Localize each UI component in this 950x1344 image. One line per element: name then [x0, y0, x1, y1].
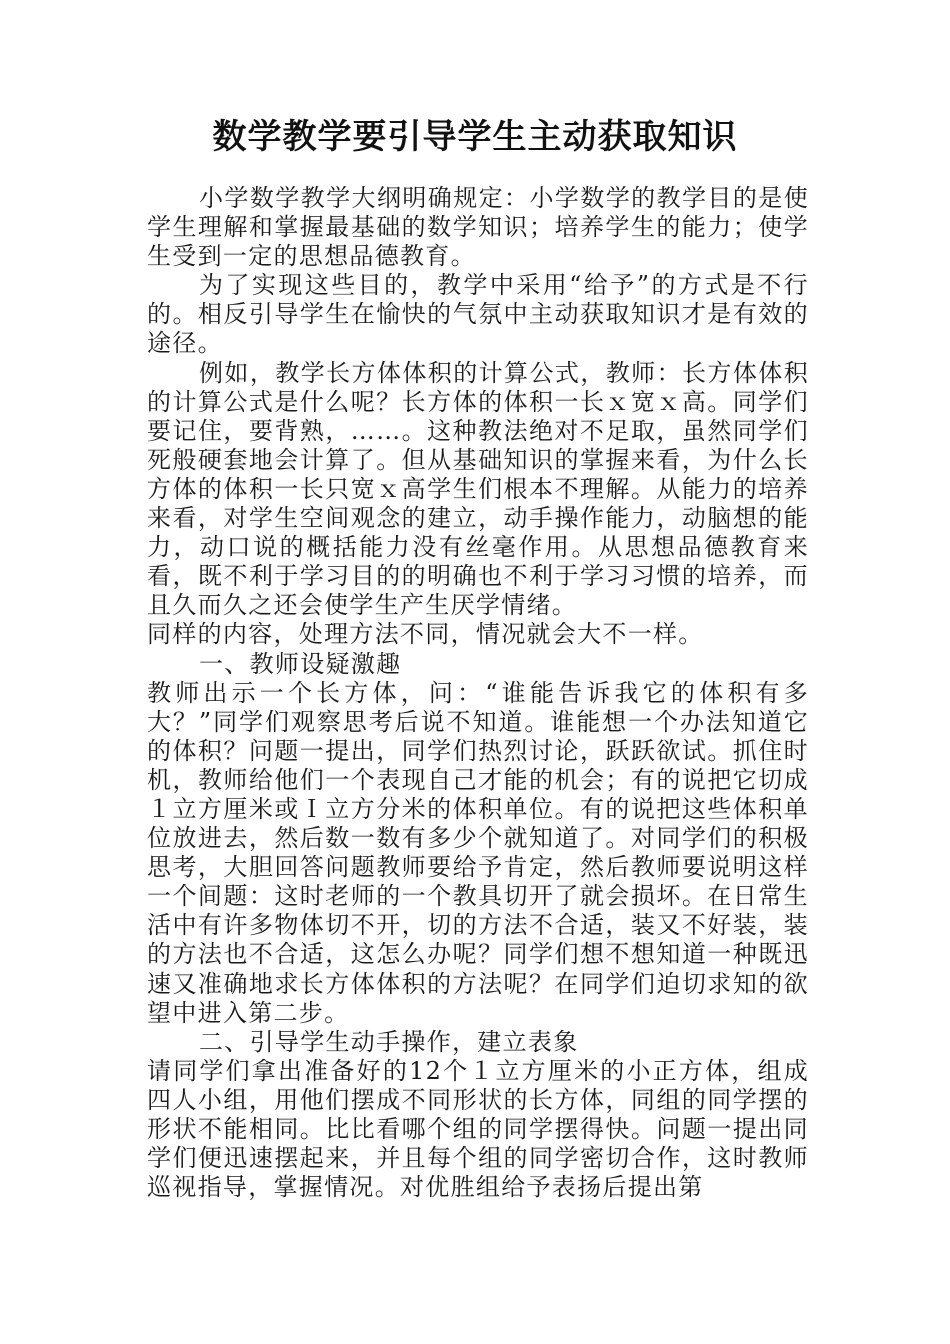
- paragraph-4: 同样的内容，处理方法不同，情况就会大不一样。: [147, 620, 704, 649]
- section-heading-2: 二、引导学生动手操作，建立表象: [199, 1027, 579, 1056]
- paragraph-1: 小学数学教学大纲明确规定：小学数学的教学目的是使学生理解和掌握最基础的数学知识；培养学生的能力；使学生受到一定的思想品德教育。: [147, 184, 809, 271]
- paragraph-2: 为了实现这些目的，教学中采用“给予”的方式是不行的。相反引导学生在愉快的气氛中主动获取知识才是有效的途径。: [147, 271, 809, 358]
- document-body: [147, 184, 809, 1202]
- paragraph-5: 教师出示一个长方体，问：“谁能告诉我它的体积有多大？”同学们观察思考后说不知道。谁能想一个办法知道它的体积？问题一提出，同学们热烈讨论，跃跃欲试。抓住时机，教师给他们一个表现自己才能的机会；有的说把它切成１立方厘米或Ｉ立方分米的体积单位。有的说把这些体积单位放进去，然后数一数有多少个就知道了。对同学们的积极思考，大胆回答问题教师要给予肯定，然后教师要说明这样一个间题：这时老师的一个教具切开了就会损坏。在日常生活中有许多物体切不开，切的方法不合适，装又不好装，装的方法也不合适，这怎么办呢？同学们想不想知道一种既迅速又准确地求长方体体积的方法呢？在同学们迫切求知的欲望中进入第二步。: [147, 678, 809, 1027]
- paragraph-3: 例如，教学长方体体积的计算公式，教师：长方体体积的计算公式是什么呢？长方体的体积一长ｘ宽ｘ高。同学们要记住，要背熟，……。这种教法绝对不足取，虽然同学们死般硬套地会计算了。但从基础知识的掌握来看，为什么长方体的体积一长只宽ｘ高学生们根本不理解。从能力的培养来看，对学生空间观念的建立，动手操作能力，动脑想的能力，动口说的概括能力没有丝毫作用。从思想品德教育来看，既不利于学习目的的明确也不利于学习习惯的培养，而且久而久之还会使学生产生厌学情绪。: [147, 358, 809, 620]
- document-title: 数学教学要引导学生主动获取知识: [212, 117, 738, 157]
- paragraph-6: 请同学们拿出准备好的12个１立方厘米的小正方体，组成四人小组，用他们摆成不同形状的长方体，同组的同学摆的形状不能相同。比比看哪个组的同学摆得快。问题一提出同学们便迅速摆起来，并且每个组的同学密切合作，这时教师巡视指导，掌握情况。对优胜组给予表扬后提出第: [147, 1056, 809, 1202]
- section-heading-1: 一、教师设疑激趣: [199, 649, 402, 678]
